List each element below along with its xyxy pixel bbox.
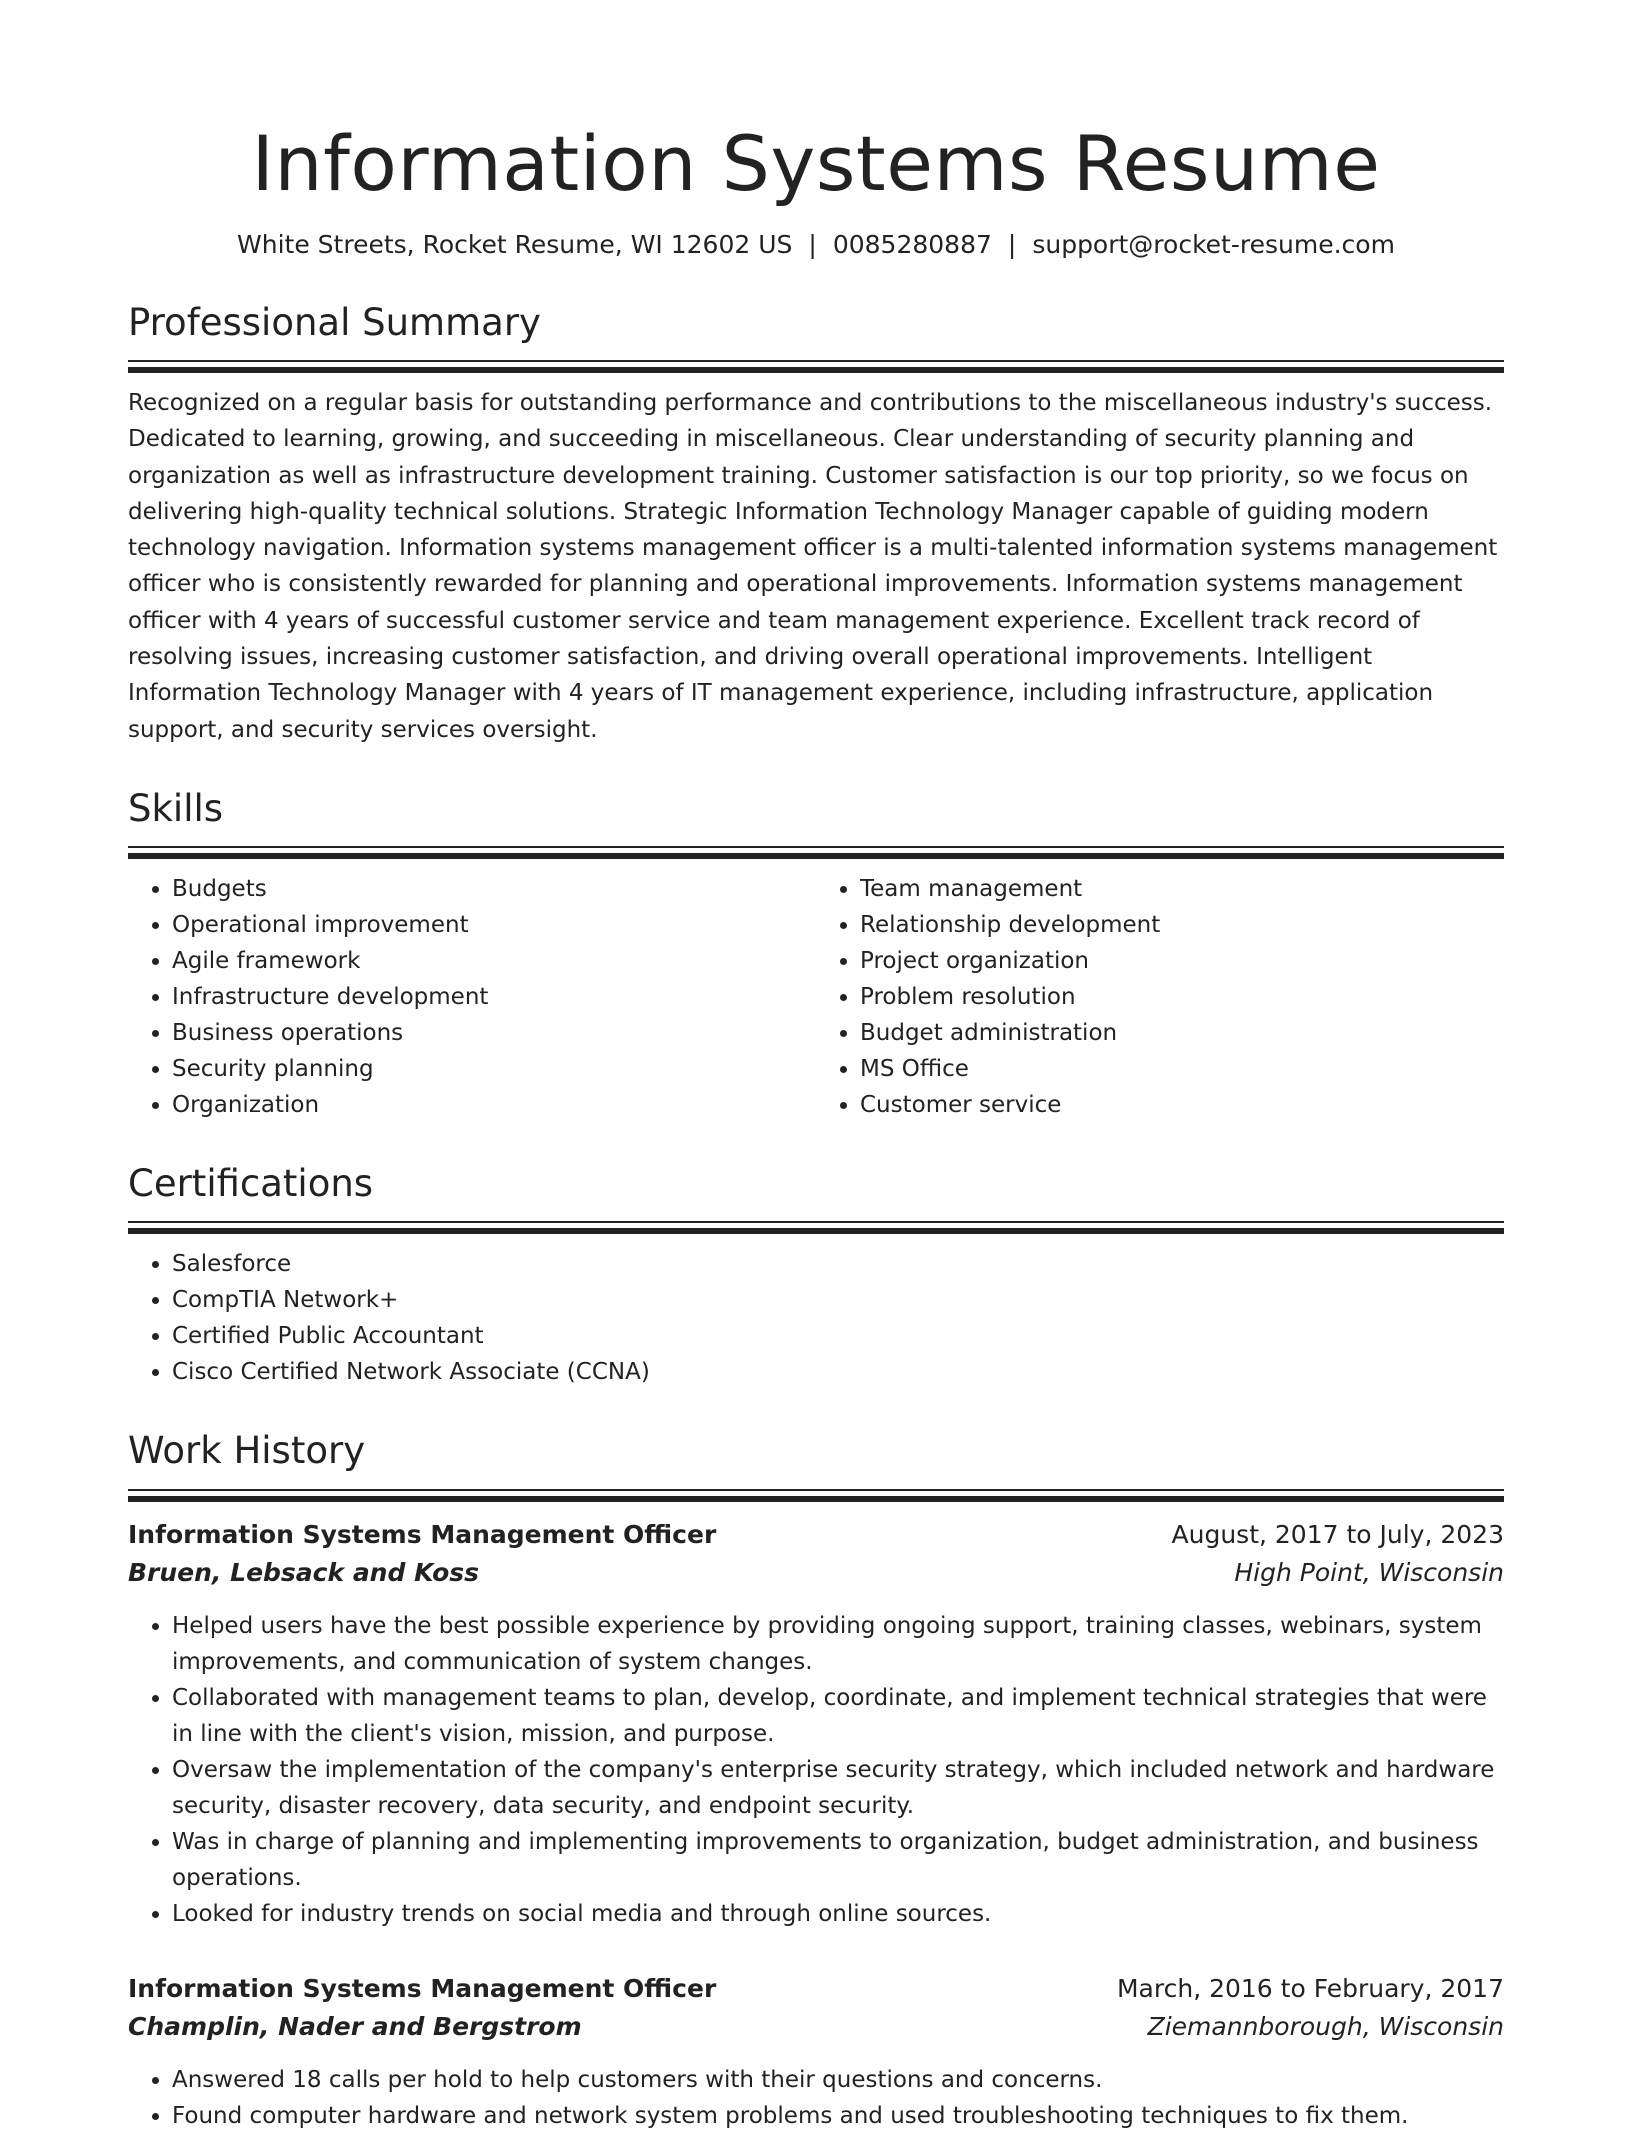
- summary-section: [128, 300, 1504, 748]
- job-bullets: [128, 1608, 1504, 1932]
- contact-phone: 0085280887: [832, 230, 992, 260]
- section-divider: [128, 846, 1504, 859]
- job-entry: [128, 1516, 1504, 1932]
- certifications-list: [128, 1246, 1504, 1390]
- job-bullet: • Looked for industry trends on social media and through online sources.: [172, 1896, 1504, 1932]
- certification-item: • CompTIA Network+: [172, 1282, 1504, 1318]
- job-location: High Point, Wisconsin: [1234, 1557, 1504, 1587]
- summary-text: Recognized on a regular basis for outstanding performance and contributions to the miscellaneous industry's success. Dedicated to learning, growing, and succeeding in miscellaneous. Clear understanding of security planning and organization as well as infrastructure development training. Customer satisfaction is our top priority, so we focus on delivering high-quality technical solutions. Strategic Information Technology Manager capable of guiding modern technology navigation. Information systems management officer is a multi-talented information systems management officer who is consistently rewarded for planning and operational improvements. Information systems management officer with 4 years of successful customer service and team management experience. Excellent track record of resolving issues, increasing customer satisfaction, and driving overall operational improvements. Intelligent Information Technology Manager with 4 years of IT management experience, including infrastructure, application support, and security services oversight.: [128, 389, 1498, 743]
- skills-grid: [128, 871, 1504, 1123]
- certification-item: • Cisco Certified Network Associate (CCNA): [172, 1354, 1504, 1390]
- certifications-section: [128, 1161, 1504, 1390]
- job-title: Information Systems Management Officer: [128, 1519, 717, 1549]
- skill-item: • Team management: [860, 871, 1504, 907]
- skill-item: • Agile framework: [172, 943, 816, 979]
- section-title-work-history: Work History: [128, 1429, 366, 1473]
- section-divider: [128, 1221, 1504, 1234]
- job-bullet: • Helped users have the best possible experience by providing ongoing support, training classes, webinars, system improvements, and communication of system changes.: [172, 1608, 1504, 1680]
- job-title: Information Systems Management Officer: [128, 1973, 717, 2003]
- skill-item: • Organization: [172, 1087, 816, 1123]
- job-company: Bruen, Lebsack and Koss: [128, 1557, 480, 1587]
- skills-list-left: [128, 871, 816, 1123]
- job-dates: March, 2016 to February, 2017: [1116, 1973, 1504, 2003]
- job-entry: [128, 1970, 1504, 2134]
- job-bullet: • Was in charge of planning and implementing improvements to organization, budget administration, and business operations.: [172, 1824, 1504, 1896]
- resume-title: Information Systems Resume: [251, 119, 1381, 208]
- job-bullet: • Found computer hardware and network system problems and used troubleshooting techniques to fix them.: [172, 2098, 1504, 2134]
- skill-item: • Security planning: [172, 1051, 816, 1087]
- skill-item: • Project organization: [860, 943, 1504, 979]
- section-divider: [128, 360, 1504, 373]
- skill-item: • Operational improvement: [172, 907, 816, 943]
- skill-item: • Customer service: [860, 1087, 1504, 1123]
- job-location: Ziemannborough, Wisconsin: [1147, 2011, 1504, 2041]
- skill-item: • Problem resolution: [860, 979, 1504, 1015]
- section-title-certifications: Certifications: [128, 1162, 374, 1206]
- skills-section: [128, 786, 1504, 1123]
- job-bullet: • Answered 18 calls per hold to help customers with their questions and concerns.: [172, 2062, 1504, 2098]
- job-bullet: • Oversaw the implementation of the company's enterprise security strategy, which included network and hardware security, disaster recovery, data security, and endpoint security.: [172, 1752, 1504, 1824]
- skills-list-right: [816, 871, 1504, 1123]
- contact-line: [128, 229, 1504, 262]
- contact-separator: |: [808, 230, 817, 260]
- job-bullet: • Collaborated with management teams to plan, develop, coordinate, and implement technical strategies that were in line with the client's vision, mission, and purpose.: [172, 1680, 1504, 1752]
- job-dates: August, 2017 to July, 2023: [1171, 1519, 1504, 1549]
- section-title-summary: Professional Summary: [128, 300, 541, 344]
- contact-email: support@rocket-resume.com: [1032, 230, 1395, 260]
- work-history-section: [128, 1428, 1504, 2133]
- skill-item: • Infrastructure development: [172, 979, 816, 1015]
- skill-item: • Budgets: [172, 871, 816, 907]
- skill-item: • Budget administration: [860, 1015, 1504, 1051]
- section-divider: [128, 1489, 1504, 1502]
- job-bullets: [128, 2062, 1504, 2134]
- certification-item: • Salesforce: [172, 1246, 1504, 1282]
- job-company: Champlin, Nader and Bergstrom: [128, 2011, 582, 2041]
- skill-item: • Relationship development: [860, 907, 1504, 943]
- contact-separator: |: [1007, 230, 1017, 260]
- skill-item: • Business operations: [172, 1015, 816, 1051]
- skill-item: • MS Office: [860, 1051, 1504, 1087]
- certification-item: • Certified Public Accountant: [172, 1318, 1504, 1354]
- contact-address: White Streets, Rocket Resume, WI 12602 US: [237, 230, 793, 260]
- section-title-skills: Skills: [128, 786, 224, 830]
